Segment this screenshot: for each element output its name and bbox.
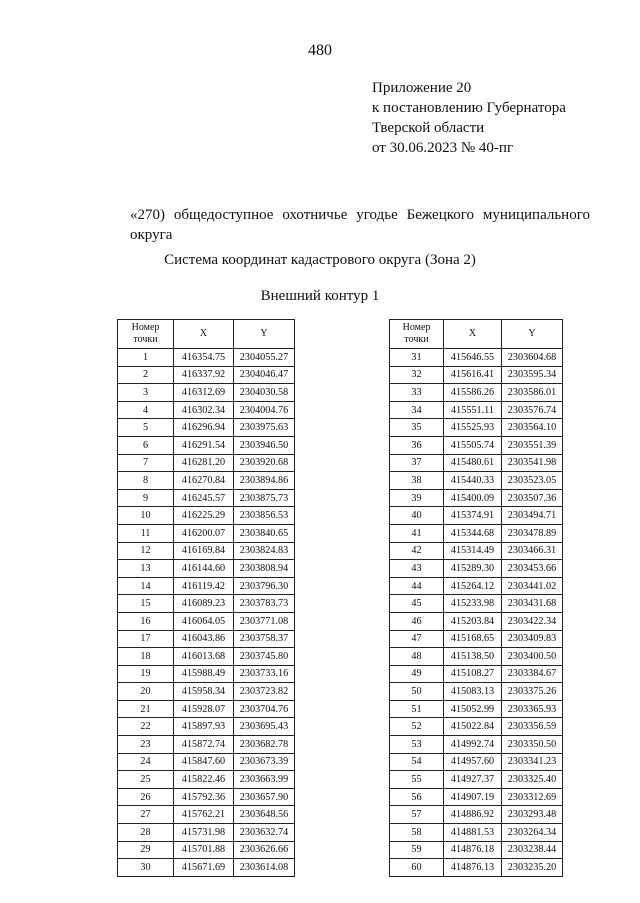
point-number-cell: 21 <box>118 700 174 718</box>
point-number-cell: 26 <box>118 788 174 806</box>
y-cell: 2303235.20 <box>502 859 563 877</box>
x-cell: 415958.34 <box>174 683 234 701</box>
point-number-cell: 27 <box>118 806 174 824</box>
table-row <box>118 542 295 560</box>
y-cell: 2303576.74 <box>502 401 563 419</box>
y-cell: 2303507.36 <box>502 489 563 507</box>
table-row <box>118 454 295 472</box>
table-row <box>118 665 295 683</box>
y-cell: 2303478.89 <box>502 524 563 542</box>
point-number-cell: 24 <box>118 753 174 771</box>
header-x: X <box>444 320 502 349</box>
x-cell: 416225.29 <box>174 507 234 525</box>
table-row <box>118 683 295 701</box>
x-cell: 415928.07 <box>174 700 234 718</box>
point-number-cell: 54 <box>390 753 444 771</box>
x-cell: 414876.13 <box>444 859 502 877</box>
point-number-cell: 18 <box>118 648 174 666</box>
table-row <box>118 806 295 824</box>
y-cell: 2303541.98 <box>502 454 563 472</box>
y-cell: 2303341.23 <box>502 753 563 771</box>
x-cell: 416089.23 <box>174 595 234 613</box>
table-body <box>118 349 295 877</box>
y-cell: 2303384.67 <box>502 665 563 683</box>
y-cell: 2303441.02 <box>502 577 563 595</box>
y-cell: 2303723.82 <box>234 683 295 701</box>
point-number-cell: 48 <box>390 648 444 666</box>
point-number-cell: 55 <box>390 771 444 789</box>
table-row <box>390 718 563 736</box>
y-cell: 2303431.68 <box>502 595 563 613</box>
x-cell: 415671.69 <box>174 859 234 877</box>
x-cell: 414886.92 <box>444 806 502 824</box>
table-row <box>390 384 563 402</box>
table-row <box>390 736 563 754</box>
appendix-line: к постановлению Губернатора <box>372 100 566 116</box>
table-row <box>390 401 563 419</box>
appendix-line: Приложение 20 <box>372 80 472 96</box>
point-number-cell: 32 <box>390 366 444 384</box>
y-cell: 2303551.39 <box>502 436 563 454</box>
table-header-row <box>390 320 563 349</box>
table-row <box>118 859 295 877</box>
table-row <box>390 524 563 542</box>
x-cell: 416144.60 <box>174 560 234 578</box>
table-row <box>118 648 295 666</box>
header-x: X <box>174 320 234 349</box>
point-number-cell: 42 <box>390 542 444 560</box>
point-number-cell: 28 <box>118 824 174 842</box>
x-cell: 415762.21 <box>174 806 234 824</box>
x-cell: 415022.84 <box>444 718 502 736</box>
x-cell: 415586.26 <box>444 384 502 402</box>
header-y: Y <box>502 320 563 349</box>
point-number-cell: 38 <box>390 472 444 490</box>
x-cell: 415289.30 <box>444 560 502 578</box>
coordinates-table-right <box>389 319 563 877</box>
appendix-line: от 30.06.2023 № 40-пг <box>372 140 514 156</box>
y-cell: 2303586.01 <box>502 384 563 402</box>
x-cell: 415792.36 <box>174 788 234 806</box>
table-row <box>118 841 295 859</box>
x-cell: 416064.05 <box>174 612 234 630</box>
y-cell: 2303494.71 <box>502 507 563 525</box>
table-row <box>390 612 563 630</box>
table-row <box>390 700 563 718</box>
x-cell: 414992.74 <box>444 736 502 754</box>
y-cell: 2304030.58 <box>234 384 295 402</box>
y-cell: 2303648.56 <box>234 806 295 824</box>
header-point-number: Номер точки <box>390 320 444 349</box>
point-number-cell: 51 <box>390 700 444 718</box>
y-cell: 2303350.50 <box>502 736 563 754</box>
x-cell: 415440.33 <box>444 472 502 490</box>
appendix-block <box>372 78 566 158</box>
point-number-cell: 14 <box>118 577 174 595</box>
x-cell: 414881.53 <box>444 824 502 842</box>
table-row <box>118 489 295 507</box>
table-row <box>118 718 295 736</box>
y-cell: 2303894.86 <box>234 472 295 490</box>
table-row <box>390 489 563 507</box>
table-row <box>390 366 563 384</box>
point-number-cell: 7 <box>118 454 174 472</box>
y-cell: 2303365.93 <box>502 700 563 718</box>
point-number-cell: 13 <box>118 560 174 578</box>
coordinate-system-heading: Система координат кадастрового округа (Зона 2) <box>164 252 476 268</box>
point-number-cell: 33 <box>390 384 444 402</box>
point-number-cell: 40 <box>390 507 444 525</box>
table-row <box>390 560 563 578</box>
x-cell: 414907.19 <box>444 788 502 806</box>
x-cell: 416169.84 <box>174 542 234 560</box>
y-cell: 2303409.83 <box>502 630 563 648</box>
point-number-cell: 39 <box>390 489 444 507</box>
table-row <box>118 700 295 718</box>
table-row <box>118 507 295 525</box>
point-number-cell: 56 <box>390 788 444 806</box>
point-number-cell: 58 <box>390 824 444 842</box>
y-cell: 2303264.34 <box>502 824 563 842</box>
table-row <box>390 665 563 683</box>
x-cell: 415314.49 <box>444 542 502 560</box>
point-number-cell: 2 <box>118 366 174 384</box>
y-cell: 2303758.37 <box>234 630 295 648</box>
x-cell: 416302.34 <box>174 401 234 419</box>
point-number-cell: 8 <box>118 472 174 490</box>
table-row <box>118 771 295 789</box>
x-cell: 414957.60 <box>444 753 502 771</box>
header-point-number: Номер точки <box>118 320 174 349</box>
table-row <box>390 436 563 454</box>
y-cell: 2303523.05 <box>502 472 563 490</box>
table-row <box>390 472 563 490</box>
table-row <box>118 384 295 402</box>
x-cell: 416200.07 <box>174 524 234 542</box>
x-cell: 415731.98 <box>174 824 234 842</box>
point-number-cell: 12 <box>118 542 174 560</box>
x-cell: 415168.65 <box>444 630 502 648</box>
point-number-cell: 34 <box>390 401 444 419</box>
point-number-cell: 52 <box>390 718 444 736</box>
point-number-cell: 43 <box>390 560 444 578</box>
table-row <box>118 401 295 419</box>
y-cell: 2303783.73 <box>234 595 295 613</box>
y-cell: 2303614.08 <box>234 859 295 877</box>
y-cell: 2303325.40 <box>502 771 563 789</box>
x-cell: 416043.86 <box>174 630 234 648</box>
x-cell: 415616.41 <box>444 366 502 384</box>
table-row <box>118 630 295 648</box>
x-cell: 416337.92 <box>174 366 234 384</box>
y-cell: 2303604.68 <box>502 349 563 367</box>
table-row <box>390 771 563 789</box>
table-row <box>390 648 563 666</box>
x-cell: 415083.13 <box>444 683 502 701</box>
x-cell: 415551.11 <box>444 401 502 419</box>
y-cell: 2304055.27 <box>234 349 295 367</box>
point-number-cell: 49 <box>390 665 444 683</box>
table-row <box>118 349 295 367</box>
x-cell: 415822.46 <box>174 771 234 789</box>
y-cell: 2303564.10 <box>502 419 563 437</box>
point-number-cell: 60 <box>390 859 444 877</box>
y-cell: 2303632.74 <box>234 824 295 842</box>
point-number-cell: 37 <box>390 454 444 472</box>
x-cell: 415400.09 <box>444 489 502 507</box>
point-number-cell: 46 <box>390 612 444 630</box>
y-cell: 2303682.78 <box>234 736 295 754</box>
y-cell: 2303946.50 <box>234 436 295 454</box>
table-row <box>390 419 563 437</box>
x-cell: 415525.93 <box>444 419 502 437</box>
y-cell: 2303796.30 <box>234 577 295 595</box>
table-row <box>390 753 563 771</box>
y-cell: 2303238.44 <box>502 841 563 859</box>
x-cell: 415646.55 <box>444 349 502 367</box>
y-cell: 2303733.16 <box>234 665 295 683</box>
point-number-cell: 3 <box>118 384 174 402</box>
table-row <box>118 824 295 842</box>
x-cell: 415203.84 <box>444 612 502 630</box>
point-number-cell: 16 <box>118 612 174 630</box>
x-cell: 415108.27 <box>444 665 502 683</box>
point-number-cell: 44 <box>390 577 444 595</box>
point-number-cell: 50 <box>390 683 444 701</box>
table-row <box>118 472 295 490</box>
document-title: «270) общедоступное охотничье угодье Бежецкого муниципального округа <box>130 207 590 243</box>
page-number: 480 <box>308 42 332 59</box>
point-number-cell: 45 <box>390 595 444 613</box>
coordinates-table-left <box>117 319 295 877</box>
x-cell: 415847.60 <box>174 753 234 771</box>
y-cell: 2303663.99 <box>234 771 295 789</box>
table-row <box>390 542 563 560</box>
point-number-cell: 10 <box>118 507 174 525</box>
y-cell: 2303704.76 <box>234 700 295 718</box>
y-cell: 2303695.43 <box>234 718 295 736</box>
point-number-cell: 41 <box>390 524 444 542</box>
table-row <box>118 524 295 542</box>
point-number-cell: 17 <box>118 630 174 648</box>
x-cell: 415988.49 <box>174 665 234 683</box>
y-cell: 2303657.90 <box>234 788 295 806</box>
table-row <box>118 419 295 437</box>
x-cell: 415505.74 <box>444 436 502 454</box>
point-number-cell: 22 <box>118 718 174 736</box>
point-number-cell: 29 <box>118 841 174 859</box>
x-cell: 416270.84 <box>174 472 234 490</box>
y-cell: 2304046.47 <box>234 366 295 384</box>
x-cell: 414876.18 <box>444 841 502 859</box>
point-number-cell: 4 <box>118 401 174 419</box>
y-cell: 2303824.83 <box>234 542 295 560</box>
table-row <box>390 507 563 525</box>
point-number-cell: 20 <box>118 683 174 701</box>
x-cell: 415233.98 <box>444 595 502 613</box>
x-cell: 415052.99 <box>444 700 502 718</box>
x-cell: 414927.37 <box>444 771 502 789</box>
point-number-cell: 23 <box>118 736 174 754</box>
y-cell: 2303840.65 <box>234 524 295 542</box>
point-number-cell: 25 <box>118 771 174 789</box>
y-cell: 2303466.31 <box>502 542 563 560</box>
x-cell: 416119.42 <box>174 577 234 595</box>
table-row <box>118 736 295 754</box>
table-row <box>390 788 563 806</box>
x-cell: 416296.94 <box>174 419 234 437</box>
y-cell: 2303312.69 <box>502 788 563 806</box>
point-number-cell: 6 <box>118 436 174 454</box>
y-cell: 2303375.26 <box>502 683 563 701</box>
x-cell: 415264.12 <box>444 577 502 595</box>
x-cell: 416281.20 <box>174 454 234 472</box>
x-cell: 415344.68 <box>444 524 502 542</box>
x-cell: 415701.88 <box>174 841 234 859</box>
table-row <box>118 366 295 384</box>
table-row <box>118 612 295 630</box>
x-cell: 416291.54 <box>174 436 234 454</box>
y-cell: 2303920.68 <box>234 454 295 472</box>
x-cell: 415897.93 <box>174 718 234 736</box>
point-number-cell: 59 <box>390 841 444 859</box>
table-row <box>390 349 563 367</box>
y-cell: 2303626.66 <box>234 841 295 859</box>
table-row <box>390 577 563 595</box>
table-row <box>390 824 563 842</box>
table-row <box>118 560 295 578</box>
y-cell: 2303745.80 <box>234 648 295 666</box>
table-row <box>390 630 563 648</box>
table-row <box>390 595 563 613</box>
y-cell: 2303453.66 <box>502 560 563 578</box>
y-cell: 2303975.63 <box>234 419 295 437</box>
y-cell: 2303595.34 <box>502 366 563 384</box>
table-row <box>118 436 295 454</box>
table-row <box>390 859 563 877</box>
contour-heading: Внешний контур 1 <box>260 288 380 304</box>
point-number-cell: 9 <box>118 489 174 507</box>
y-cell: 2303875.73 <box>234 489 295 507</box>
table-row <box>118 577 295 595</box>
point-number-cell: 1 <box>118 349 174 367</box>
x-cell: 416354.75 <box>174 349 234 367</box>
header-y: Y <box>234 320 295 349</box>
x-cell: 415872.74 <box>174 736 234 754</box>
point-number-cell: 47 <box>390 630 444 648</box>
table-row <box>118 788 295 806</box>
table-row <box>390 841 563 859</box>
x-cell: 415480.61 <box>444 454 502 472</box>
table-row <box>118 753 295 771</box>
y-cell: 2303771.08 <box>234 612 295 630</box>
table-row <box>390 683 563 701</box>
x-cell: 416013.68 <box>174 648 234 666</box>
y-cell: 2303856.53 <box>234 507 295 525</box>
y-cell: 2303808.94 <box>234 560 295 578</box>
y-cell: 2304004.76 <box>234 401 295 419</box>
y-cell: 2303400.50 <box>502 648 563 666</box>
y-cell: 2303673.39 <box>234 753 295 771</box>
point-number-cell: 5 <box>118 419 174 437</box>
x-cell: 416312.69 <box>174 384 234 402</box>
table-row <box>390 806 563 824</box>
y-cell: 2303293.48 <box>502 806 563 824</box>
table-header-row <box>118 320 295 349</box>
appendix-line: Тверской области <box>372 120 485 136</box>
point-number-cell: 35 <box>390 419 444 437</box>
point-number-cell: 11 <box>118 524 174 542</box>
x-cell: 416245.57 <box>174 489 234 507</box>
table-body <box>390 349 563 877</box>
point-number-cell: 53 <box>390 736 444 754</box>
point-number-cell: 15 <box>118 595 174 613</box>
point-number-cell: 31 <box>390 349 444 367</box>
table-row <box>390 454 563 472</box>
y-cell: 2303422.34 <box>502 612 563 630</box>
y-cell: 2303356.59 <box>502 718 563 736</box>
x-cell: 415138.50 <box>444 648 502 666</box>
point-number-cell: 30 <box>118 859 174 877</box>
table-row <box>118 595 295 613</box>
point-number-cell: 19 <box>118 665 174 683</box>
point-number-cell: 57 <box>390 806 444 824</box>
point-number-cell: 36 <box>390 436 444 454</box>
x-cell: 415374.91 <box>444 507 502 525</box>
